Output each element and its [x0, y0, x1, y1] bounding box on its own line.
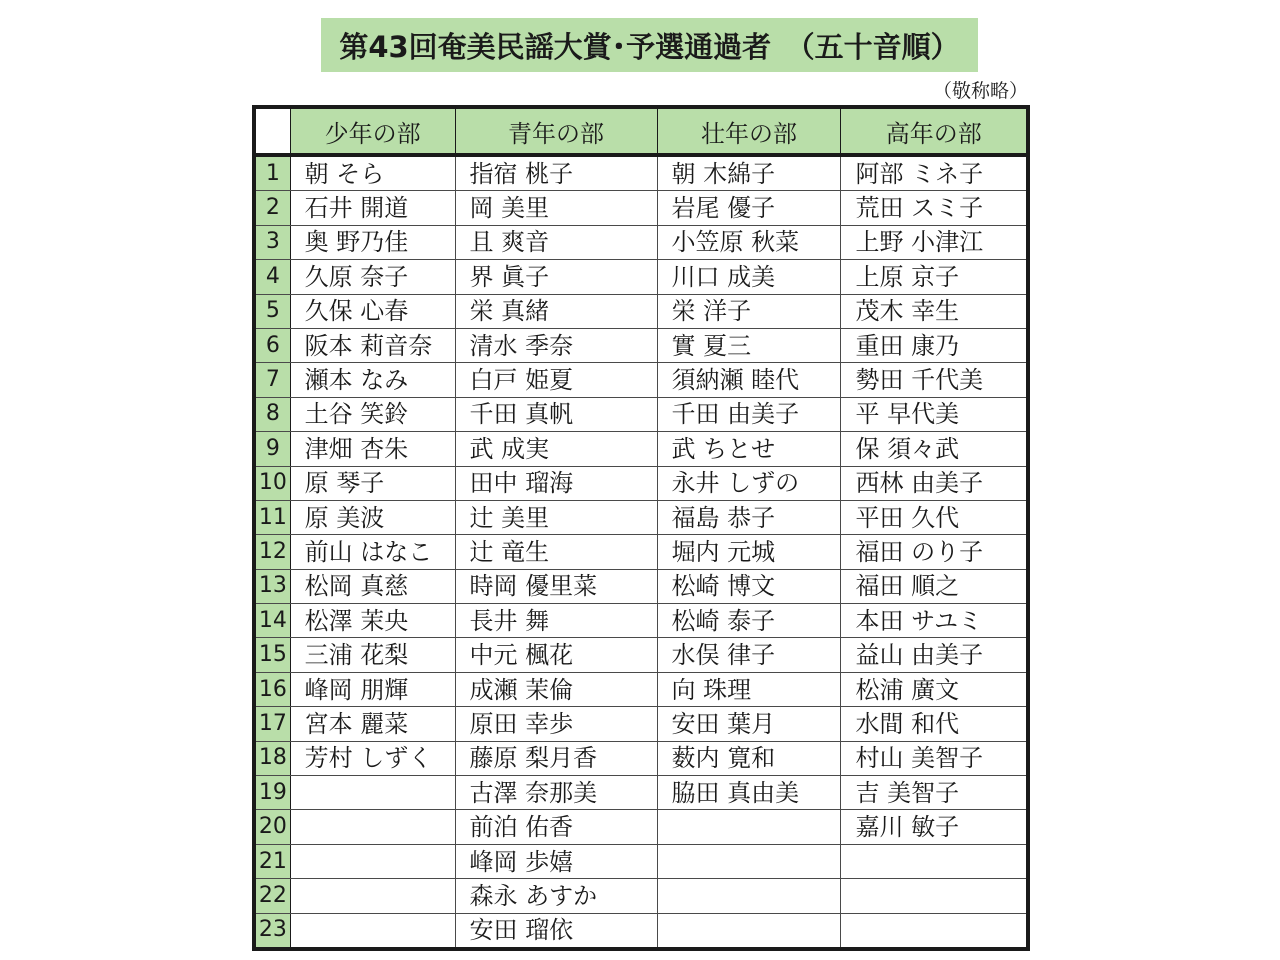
table-row: [254, 466, 1028, 500]
row-number: 14: [254, 604, 290, 638]
middle-age-name: 實 夏三: [657, 328, 841, 362]
table-row: [254, 500, 1028, 534]
youth-name: 朝 そら: [290, 155, 455, 191]
row-number: 19: [254, 776, 290, 810]
young-adult-name: 清水 季奈: [455, 328, 657, 362]
young-adult-name: 武 成実: [455, 432, 657, 466]
young-adult-name: 田中 瑠海: [455, 466, 657, 500]
middle-age-name: 薮内 寛和: [657, 741, 841, 775]
middle-age-name: 川口 成美: [657, 260, 841, 294]
table-row: [254, 569, 1028, 603]
senior-name: 茂木 幸生: [841, 294, 1028, 328]
row-number: 13: [254, 569, 290, 603]
header-young-adult: 青年の部: [455, 107, 657, 155]
table-row: [254, 844, 1028, 878]
corner-cell: [254, 107, 290, 155]
middle-age-name: 松崎 泰子: [657, 604, 841, 638]
table-row: [254, 397, 1028, 431]
young-adult-name: 中元 楓花: [455, 638, 657, 672]
young-adult-name: 指宿 桃子: [455, 155, 657, 191]
table-row: [254, 879, 1028, 913]
young-adult-name: 長井 舞: [455, 604, 657, 638]
middle-age-name: [657, 879, 841, 913]
young-adult-name: 千田 真帆: [455, 397, 657, 431]
youth-name: 宮本 麗菜: [290, 707, 455, 741]
middle-age-name: 武 ちとせ: [657, 432, 841, 466]
table-row: [254, 913, 1028, 949]
youth-name: 松澤 茉央: [290, 604, 455, 638]
youth-name: 前山 はなこ: [290, 535, 455, 569]
middle-age-name: 福島 恭子: [657, 500, 841, 534]
middle-age-name: 堀内 元城: [657, 535, 841, 569]
senior-name: 水間 和代: [841, 707, 1028, 741]
senior-name: 平田 久代: [841, 500, 1028, 534]
row-number: 5: [254, 294, 290, 328]
row-number: 21: [254, 844, 290, 878]
senior-name: 益山 由美子: [841, 638, 1028, 672]
young-adult-name: 藤原 梨月香: [455, 741, 657, 775]
youth-name: 土谷 笑鈴: [290, 397, 455, 431]
page-title: 第43回奄美民謡大賞･予選通過者 （五十音順）: [321, 18, 978, 72]
youth-name: 津畑 杏朱: [290, 432, 455, 466]
table-row: [254, 155, 1028, 191]
senior-name: 荒田 スミ子: [841, 191, 1028, 225]
youth-name: 奥 野乃佳: [290, 225, 455, 259]
table-row: [254, 776, 1028, 810]
table-row: [254, 672, 1028, 706]
youth-name: [290, 913, 455, 949]
table-row: [254, 707, 1028, 741]
middle-age-name: 水俣 律子: [657, 638, 841, 672]
youth-name: 芳村 しずく: [290, 741, 455, 775]
table-row: [254, 225, 1028, 259]
middle-age-name: 千田 由美子: [657, 397, 841, 431]
honorific-note: （敬称略）: [932, 80, 1028, 102]
youth-name: [290, 776, 455, 810]
row-number: 11: [254, 500, 290, 534]
middle-age-name: 向 珠理: [657, 672, 841, 706]
senior-name: 吉 美智子: [841, 776, 1028, 810]
table-row: [254, 638, 1028, 672]
senior-name: [841, 844, 1028, 878]
row-number: 1: [254, 155, 290, 191]
senior-name: [841, 879, 1028, 913]
middle-age-name: 小笠原 秋菜: [657, 225, 841, 259]
young-adult-name: 栄 真緒: [455, 294, 657, 328]
table-row: [254, 604, 1028, 638]
row-number: 8: [254, 397, 290, 431]
youth-name: 久原 奈子: [290, 260, 455, 294]
middle-age-name: 永井 しずの: [657, 466, 841, 500]
senior-name: [841, 913, 1028, 949]
young-adult-name: 岡 美里: [455, 191, 657, 225]
youth-name: 三浦 花梨: [290, 638, 455, 672]
table-row: [254, 294, 1028, 328]
table-row: [254, 260, 1028, 294]
table-row: [254, 535, 1028, 569]
table-row: [254, 328, 1028, 362]
senior-name: 福田 順之: [841, 569, 1028, 603]
row-number: 18: [254, 741, 290, 775]
table-row: [254, 432, 1028, 466]
row-number: 22: [254, 879, 290, 913]
senior-name: 松浦 廣文: [841, 672, 1028, 706]
row-number: 16: [254, 672, 290, 706]
senior-name: 上野 小津江: [841, 225, 1028, 259]
senior-name: 嘉川 敏子: [841, 810, 1028, 844]
young-adult-name: 白戸 姫夏: [455, 363, 657, 397]
youth-name: 原 琴子: [290, 466, 455, 500]
header-senior: 高年の部: [841, 107, 1028, 155]
middle-age-name: 岩尾 優子: [657, 191, 841, 225]
youth-name: 原 美波: [290, 500, 455, 534]
row-number: 15: [254, 638, 290, 672]
youth-name: 石井 開道: [290, 191, 455, 225]
row-number: 12: [254, 535, 290, 569]
senior-name: 平 早代美: [841, 397, 1028, 431]
middle-age-name: 須納瀬 睦代: [657, 363, 841, 397]
row-number: 20: [254, 810, 290, 844]
senior-name: 保 須々武: [841, 432, 1028, 466]
middle-age-name: 栄 洋子: [657, 294, 841, 328]
senior-name: 重田 康乃: [841, 328, 1028, 362]
finalists-table: [252, 105, 1030, 951]
middle-age-name: [657, 810, 841, 844]
header-row: [254, 107, 1028, 155]
youth-name: 峰岡 朋輝: [290, 672, 455, 706]
young-adult-name: 辻 美里: [455, 500, 657, 534]
table-row: [254, 741, 1028, 775]
youth-name: [290, 810, 455, 844]
young-adult-name: 時岡 優里菜: [455, 569, 657, 603]
youth-name: [290, 879, 455, 913]
young-adult-name: 安田 瑠依: [455, 913, 657, 949]
young-adult-name: 辻 竜生: [455, 535, 657, 569]
row-number: 3: [254, 225, 290, 259]
table-row: [254, 810, 1028, 844]
young-adult-name: 界 眞子: [455, 260, 657, 294]
senior-name: 勢田 千代美: [841, 363, 1028, 397]
middle-age-name: [657, 844, 841, 878]
youth-name: 久保 心春: [290, 294, 455, 328]
young-adult-name: 森永 あすか: [455, 879, 657, 913]
middle-age-name: 脇田 真由美: [657, 776, 841, 810]
table-row: [254, 363, 1028, 397]
middle-age-name: 安田 葉月: [657, 707, 841, 741]
senior-name: 上原 京子: [841, 260, 1028, 294]
young-adult-name: 峰岡 歩嬉: [455, 844, 657, 878]
senior-name: 西林 由美子: [841, 466, 1028, 500]
senior-name: 村山 美智子: [841, 741, 1028, 775]
young-adult-name: 原田 幸歩: [455, 707, 657, 741]
row-number: 9: [254, 432, 290, 466]
youth-name: 瀬本 なみ: [290, 363, 455, 397]
youth-name: [290, 844, 455, 878]
senior-name: 阿部 ミネ子: [841, 155, 1028, 191]
middle-age-name: [657, 913, 841, 949]
row-number: 17: [254, 707, 290, 741]
header-middle-age: 壮年の部: [657, 107, 841, 155]
young-adult-name: 成瀬 茉倫: [455, 672, 657, 706]
row-number: 6: [254, 328, 290, 362]
young-adult-name: 前泊 佑香: [455, 810, 657, 844]
senior-name: 福田 のり子: [841, 535, 1028, 569]
young-adult-name: 古澤 奈那美: [455, 776, 657, 810]
table-row: [254, 191, 1028, 225]
middle-age-name: 松崎 博文: [657, 569, 841, 603]
row-number: 23: [254, 913, 290, 949]
young-adult-name: 且 爽音: [455, 225, 657, 259]
row-number: 7: [254, 363, 290, 397]
middle-age-name: 朝 木綿子: [657, 155, 841, 191]
senior-name: 本田 サユミ: [841, 604, 1028, 638]
youth-name: 松岡 真慈: [290, 569, 455, 603]
row-number: 4: [254, 260, 290, 294]
row-number: 10: [254, 466, 290, 500]
header-youth: 少年の部: [290, 107, 455, 155]
row-number: 2: [254, 191, 290, 225]
youth-name: 阪本 莉音奈: [290, 328, 455, 362]
